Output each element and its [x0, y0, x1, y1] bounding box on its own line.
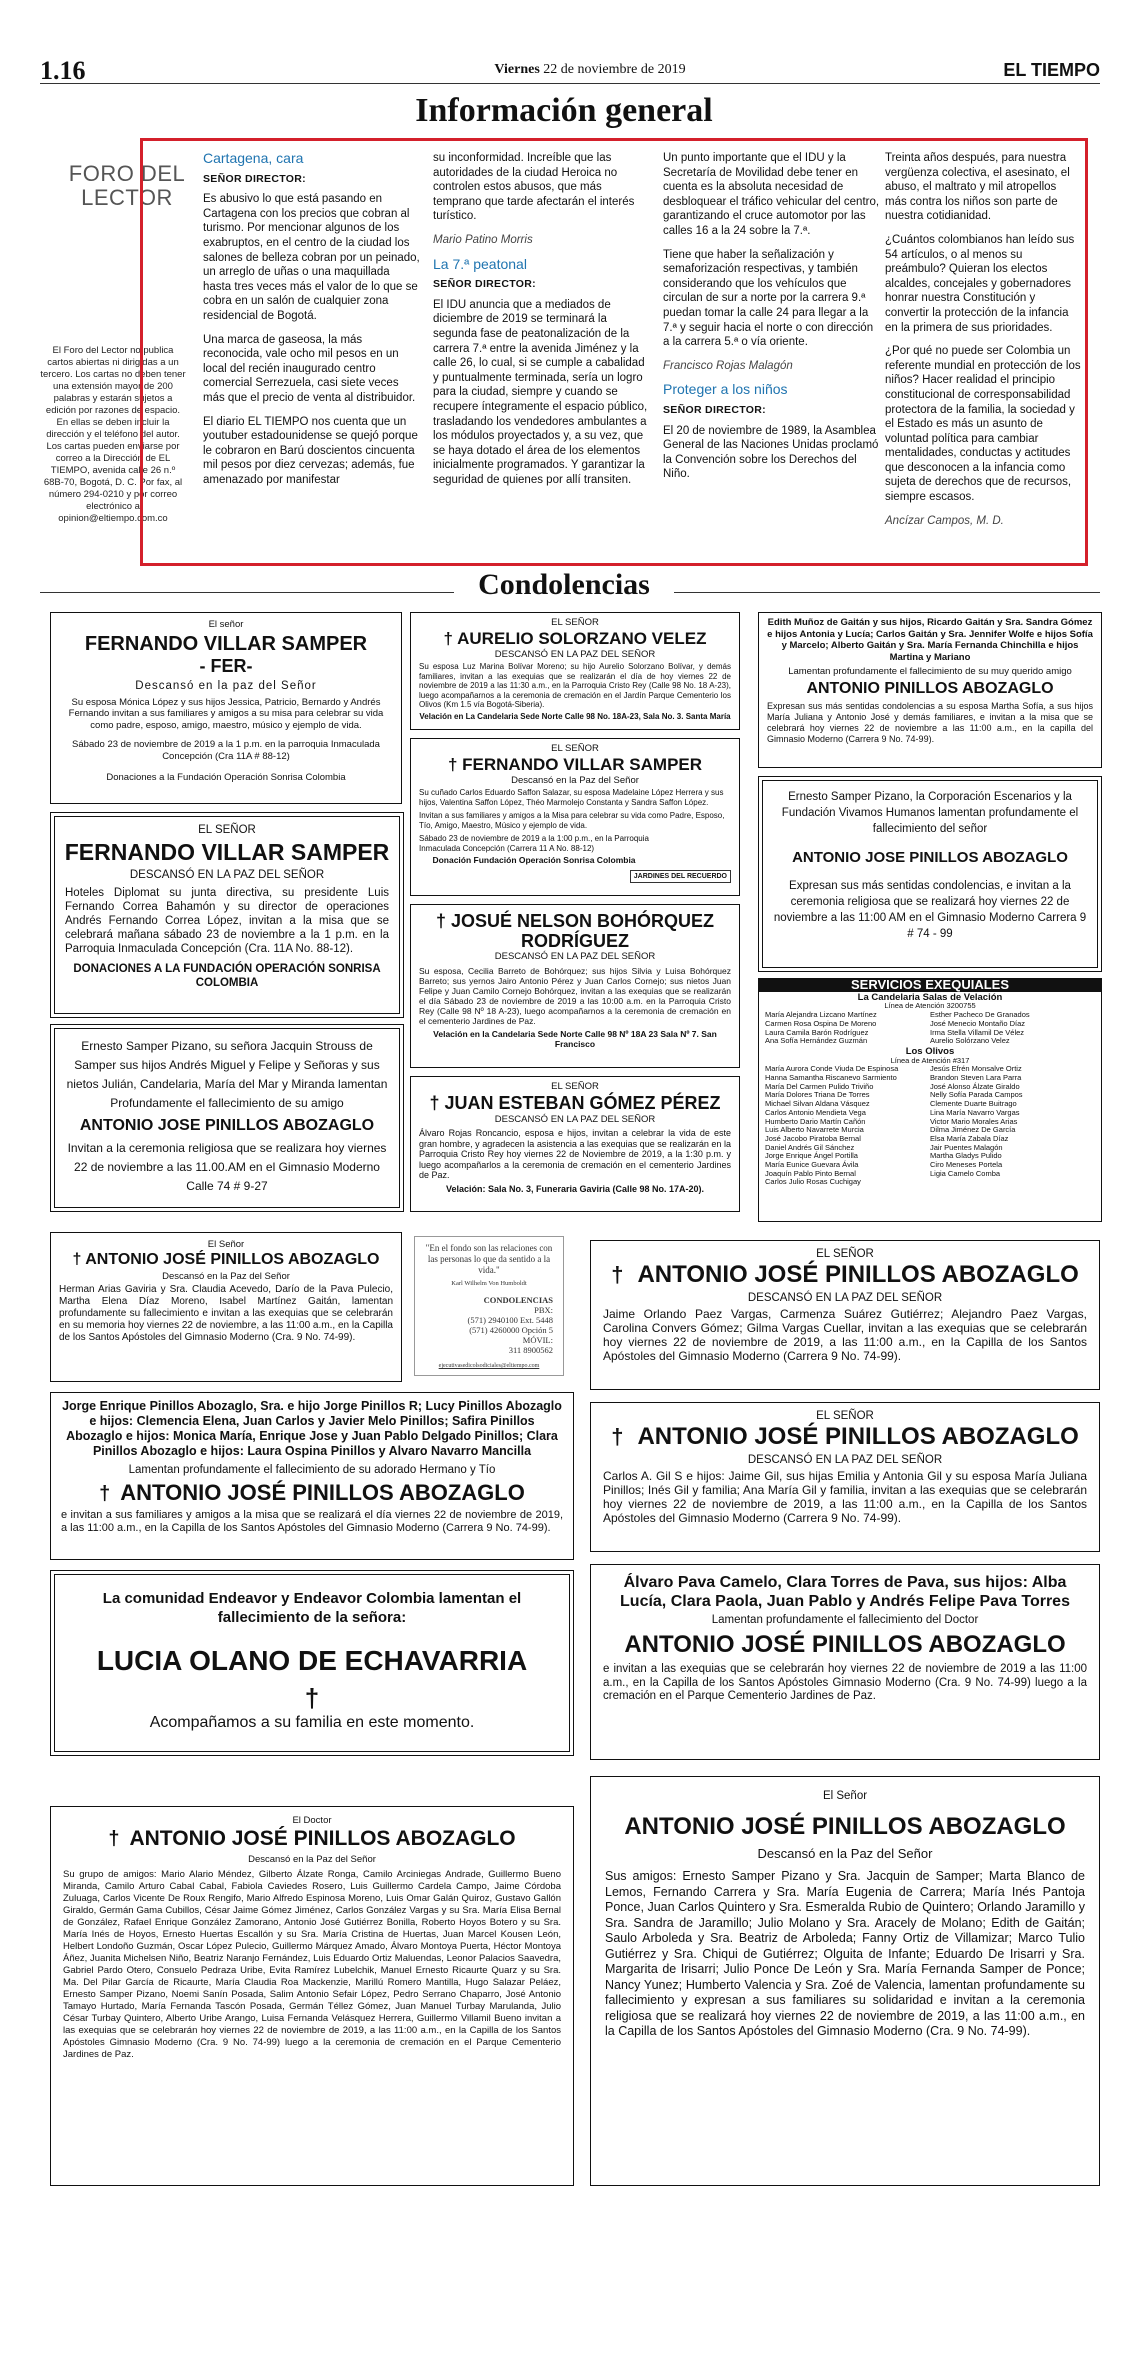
notice-bohorquez [410, 904, 740, 1068]
date-day: Viernes [494, 62, 540, 77]
servicios-name: Ligia Camelo Comba [930, 1168, 1001, 1178]
notice-name: ANTONIO JOSÉ PINILLOS ABOZAGLO [120, 1480, 525, 1505]
servicios-name: Victor Mario Morales Arias [930, 1116, 1018, 1126]
notice-footer: Velación: Sala No. 3, Funeraria Gaviria (Calle 98 No. 17A-20). [445, 1183, 705, 1194]
notice-solorzano [410, 612, 740, 730]
letter-signature: Ancízar Campos, M. D. [885, 514, 1004, 527]
notice-name: ANTONIO JOSÉ PINILLOS ABOZAGLO [129, 1826, 516, 1850]
ad-email[interactable]: ejecutivasedicolsodiciales@eltiempo.com [438, 1363, 540, 1369]
letter-column-2 [433, 151, 651, 496]
notice-top: El Señor [207, 1239, 245, 1250]
servicios-name: Daniel Andrés Gil Sánchez [765, 1142, 855, 1152]
notice-donate: Donaciones a la Fundación Operación Sonrisa Colombia [106, 772, 346, 783]
notice-body: Hoteles Diplomat su junta directiva, su presidente Luis Fernando Correa Bahamón y su director de operaciones Andrés Fernando Correa López, invitan a la misa que se celebrará mañana sábado 23 de noviembre a la 1 p.m. en la Parroquia Inmaculada Concepción (Cra. 11A No. 88-12). [65, 887, 389, 955]
notice-body: Expresan sus más sentidas condolencias a su esposa Martha Sofía, a sus hijos María Juliana y Antonio José y demás familiares, e invitan a la misa que se celebrará hoy viernes 22 de noviembre a las 11:00 a.m., en la capilla del Gimnasio Moderno (Carrera 9 No. 74-99). [767, 701, 1093, 744]
notice-endeavor [54, 1574, 570, 1752]
servicios-right-1 [930, 1011, 1095, 1046]
notice-top: EL SEÑOR [551, 743, 599, 754]
condolencias-ad [414, 1236, 564, 1376]
notice-body: Su esposa, Cecilia Barreto de Bohórquez; sus hijos Silvia y Luisa Bohórquez Barreto; sus yernos Jairo Antonio Pérez y Juan Carlos Cornejo; sus nietos Juan Felipe y Juan Camilo Cornejo Bohórquez, invitan a las exequias que se realizarán el día Sábado 23 de noviembre de 2019 a las 10:00 a.m. en la Parroquia Cristo Rey (Calle 98 Nº 18 A-23), luego acompañarnos a la ceremonia de cremación en el cementerio Jardines de Paz. [419, 965, 731, 1026]
notice-body: e invitan a las exequias que se celebrarán hoy viernes 22 de noviembre de 2019 a las 11:00 a.m., en la Capilla de los Santos Apóstoles Gimnasio Moderno (Cra. 9 No. 74-99) luego a la cremación en el Parque Cementerio Jardines de Paz. [603, 1663, 1087, 1702]
servicios-sub-2: Los Olivos [905, 1045, 955, 1057]
notice-samper-escenarios [762, 780, 1098, 968]
notice-name: ANTONIO JOSÉ PINILLOS ABOZAGLO [637, 1261, 1079, 1288]
servicios-name: Ciro Meneses Portela [930, 1160, 1003, 1170]
letter-kicker: Proteger a los niños [663, 381, 788, 398]
letter-paragraph: Tiene que haber la señalización y semaforización respectivas, y también considerando que los vehículos que circulan de sur a norte por la carrera 9.ª puedan tomar la calle 24 para llegar a la 7.ª y seguir hacia el norte o con dirección a la carrera 5.ª o vía oriente. [663, 248, 874, 349]
notice-pava [590, 1564, 1100, 1760]
page-number: 1.16 [40, 56, 86, 85]
notice-top: EL SEÑOR [816, 1248, 874, 1260]
notice-subtitle: Descansó en la Paz del Señor [162, 1270, 290, 1282]
letter-paragraph: Treinta años después, para nuestra vergüenza colectiva, el asesinato, el abuso, el maltrato y mil atropellos más contra los niños son parte de nuestra cotidianidad. [885, 152, 1070, 223]
ad-author: Karl Wilhelm Von Humboldt [451, 1280, 527, 1287]
page-header [40, 52, 1100, 84]
notice-top: EL SEÑOR [551, 1081, 599, 1092]
notice-name: AURELIO SOLORZANO VELEZ [457, 628, 707, 648]
servicios-name: Esther Pacheco De Granados [930, 1010, 1030, 1020]
servicios-name: Humberto Dario Martín Cañón [765, 1116, 866, 1126]
letter-paragraph: ¿Cuántos colombianos han leído sus 54 artículos, o al menos su preámbulo? Quieran los electos alcaldes, concejales y gobernadores honrar nuestra Constitución y convertir la protección de la infancia en la primera de sus prioridades. [885, 233, 1075, 334]
notice-header: Jorge Enrique Pinillos Abozaglo, Sra. e hijo Jorge Pinillos R; Lucy Pinillos Abozaglo e hijos: Clemencia Elena, Juan Carlos y Javier Melo Pinillos; Safira Pinillos Abozaglo e hijos: Monica María, Enrique Jose y Juan Pablo Delgado Pinillos; Clara Pinillos Abozaglo e hijos: Laura Ospina Pinillos y Alvaro Navarro Mancilla [62, 1399, 562, 1458]
notice-header: Edith Muñoz de Gaitán y sus hijos, Ricardo Gaitán y Sra. Sandra Gómez e hijos Antonia y Lucía; Carlos Gaitán y Sra. Jennifer Wolfe e hijos Sofía y Marcelo; Alberto Gaitán y Sra. María Fernanda Chinchilla e hijos Martina y Mariano [767, 617, 1093, 663]
servicios-name: Brandon Steven Lara Parra [930, 1073, 1022, 1083]
servicios-sub-1: La Candelaria Salas de Velación [857, 991, 1003, 1003]
foro-info: El Foro del Lector no publica cartos abiertas ni dirigidas a un tercero. Los cartas no deben tener una extensión mayor de 200 palabras y estarán sujetos a edición por razones de espacio. En ellas se deben incluir la dirección y el teléfono del autor. Los cartas pueden enviarse por correo a la Dirección de EL TIEMPO, avenida calle 26 n.º 68B-70, Bogotá, D. C. Por fax, al número 294-0210 y por correo electrónico a opinion@eltiempo.com.co [40, 345, 186, 524]
notice-gil [590, 1402, 1100, 1552]
servicios-name: Dilma Jiménez De García [930, 1125, 1016, 1135]
notice-villar-3 [410, 738, 740, 896]
notice-donate: Donación Fundación Operación Sonrisa Colombia [432, 855, 636, 865]
servicios-name: Jesús Efrén Monsalve Ortiz [930, 1064, 1022, 1074]
notice-top: EL SEÑOR [551, 617, 599, 628]
notice-header: Ernesto Samper Pizano, la Corporación Escenarios y la Fundación Vivamos Humanos lamentan profundamente el fallecimiento del señor [781, 791, 1079, 835]
notice-name: ANTONIO JOSE PINILLOS ABOZAGLO [792, 849, 1068, 866]
servicios-name: José Alonso Álzate Giraldo [930, 1081, 1020, 1091]
cross-icon: † [443, 628, 454, 648]
ad-title: CONDOLENCIAS [483, 1295, 553, 1305]
notice-body: Álvaro Rojas Roncancio, esposa e hijos, invitan a celebrar la vida de este gran hombre, y agradecen la asistencia a las exequias que se realizarán en la Parroquia Cristo Rey hoy viernes 22 de Noviembre de 2019, a la 1:30 p.m. y luego acompañarlos a la ceremonia de cremación en el cementerio Jardines de Paz. [419, 1128, 731, 1180]
servicios-name: José Menecio Montaño Díaz [930, 1018, 1026, 1028]
notice-body: Herman Arias Gaviria y Sra. Claudia Acevedo, Darío de la Pava Pulecio, Martha Elena Díaz Moreno, Isabel Martínez Gaitán, lamentan profundamente su fallecimiento e invitan a las exequias que se celebrarán en su memoria hoy viernes 22 de noviembre, a las 11:00 a.m., en la Capilla de los Santos Apóstoles del Gimnasio Moderno (Cra. 9 No. 74-99). [59, 1284, 393, 1343]
servicios-name: María Dolores Triana De Torres [765, 1090, 870, 1100]
date-text: 22 de noviembre de 2019 [543, 62, 686, 77]
cross-icon: † [108, 1827, 120, 1850]
notice-name: JUAN ESTEBAN GÓMEZ PÉREZ [444, 1092, 721, 1113]
servicios-exequiales [758, 978, 1102, 1222]
foro-title: FORO DEL LECTOR [68, 161, 186, 210]
notice-top: El señor [208, 619, 244, 630]
notice-top: EL SEÑOR [816, 1410, 874, 1422]
cross-icon: † [435, 911, 446, 931]
servicios-name: Luis Alberto Navarrete Murcia [765, 1125, 864, 1135]
notice-samper-pinillos [54, 1028, 400, 1208]
notice-gaitan [758, 612, 1102, 768]
servicios-line-1: Línea de Atención 3200755 [884, 1001, 976, 1011]
notice-name: ANTONIO JOSE PINILLOS ABOZAGLO [79, 1117, 375, 1134]
servicios-name: Laura Camila Barón Rodríguez [765, 1027, 869, 1037]
notice-body: Su grupo de amigos: Mario Alario Méndez, Gilberto Álzate Ronga, Camilo Arciniegas Andrade, Guillermo Bueno Miranda, Camilo Arturo Cabal Cabal, Fabiola Caviedes Rosero, Luis Guillermo Cardela Campo, Jaime Córdoba Zuluaga, Carlos Vicente De Roux Rengifo, Mario Alfredo Espinosa Moreno, Luis Omar Galán Quiroz, Gustavo Gallón Giraldo, Germán Gama Cubillos, César Jaime Gómez Jiménez, Carlos González Vargas y su Sra. María Elisa Bernal de González, Rafael Enrique González Zamorano, Antonio José Gutiérrez Bonilla, Roberto Hoyos Botero y su Sra. María Inés de Hoyos, Ernesto Huertas Escallón y su Sra. María Cristina de Huertas, Juan Marcel Kousen León, Helbert Londoño Guzmán, Oscar López Pulecio, Guillermo Márquez Amado, Álvaro Montoya Puerta, Héctor Montoya Áñez, Juanita Michelsen Niño, Beatriz Naranjo Fernández, Luis Eduardo Ortiz Maluendas, Leonor Palacios Saavedra, Gabriel Pardo Otero, Consuelo Pedraza Uribe, Evita Ramírez Lubelchik, Manuel Ernesto Ricaurte Quarz y su Sra. Ma. Del Pilar García de Ricaurte, María Claudia Roa Mackenzie, Marillú Romero Mantilla, Hugo Salazar Peláez, Ernesto Samper Pizano, Noemi Sanín Posada, Salim Antonio Sefair López, Pedro Serrano Chaparro, José Antonio Tamayo Hurtado, María Fernanda Tascón Posada, Germán Téllez Gómez, Juan Manuel Turbay Marulanda, Julio César Turbay Quintero, Alberto Uribe Arango, Luisa Fernanda Velásquez Herrera, Guillermo Villamil Bueno invitan a las exequias que se celebrarán hoy viernes 22 de noviembre de 2019, a las 11:00 a.m., en la Capilla de los Santos Apóstoles Gimnasio Moderno (Cra. 9 No. 74-99) luego a la ceremonia de cremación en el Parque Cementerio Jardines de Paz. [63, 1869, 561, 2060]
servicios-name: Joaquín Pablo Pinto Bernal [765, 1168, 856, 1178]
servicios-name: María Aurora Conde Viuda De Espinosa [765, 1064, 899, 1074]
cross-icon: † [447, 754, 458, 774]
notice-paez [590, 1240, 1100, 1390]
cross-icon: † [304, 1683, 320, 1713]
servicios-name: Elsa María Zabala Díaz [930, 1133, 1009, 1143]
brand-name: EL TIEMPO [1003, 60, 1100, 80]
notice-subtitle: Descansó en la Paz del Señor [248, 1853, 376, 1865]
letter-label: SEÑOR DIRECTOR: [433, 278, 536, 291]
cross-icon: † [611, 1262, 624, 1287]
servicios-right-2 [930, 1065, 1095, 1187]
cross-icon: † [99, 1483, 111, 1505]
cross-icon: † [72, 1250, 82, 1268]
letter-paragraph: su inconformidad. Increíble que las autoridades de la ciudad Heroica no controlen estos abusos, que más temprano que tarde afectarán el interés turístico. [433, 152, 635, 223]
notice-villar-1 [50, 612, 402, 804]
notice-name: FERNANDO VILLAR SAMPER [462, 754, 703, 774]
notice-amigos-samper [590, 1776, 1100, 2186]
jardines-logo: JARDINES DEL RECUERDO [630, 870, 731, 883]
letter-label: SEÑOR DIRECTOR: [203, 172, 306, 185]
notice-lament: Lamentan profundamente el fallecimiento de su adorado Hermano y Tío [128, 1464, 496, 1476]
servicios-name: Carlos Julio Rosas Cuchigay [765, 1177, 861, 1187]
letter-paragraph: ¿Por qué no puede ser Colombia un referente mundial en protección de los niños? Hacer realidad el principio constitucional de corresponsabilidad protectora de la familia, la sociedad y el Estado es más un asunto de voluntad política para cambiar mentalidades, conductas y actitudes que desconocen a la infancia como sujeta de derechos que de recursos, siempre escasos. [885, 345, 1081, 504]
notice-header: La comunidad Endeavor y Endeavor Colombia lamentan el fallecimiento de la señora: [102, 1590, 522, 1626]
notice-body: Carlos A. Gil S e hijos: Jaime Gil, sus hijas Emilia y Antonia Gil y su esposa María Juliana Pinillos; Inés Gil y familia; Ana María Gil y familia, invitan a las exequias que se celebrarán hoy viernes 22 de noviembre de 2019, a las 11:00 a.m., en la Capilla de los Santos Apóstoles del Gimnasio Moderno (Carrera 9 No. 74-99). [603, 1469, 1087, 1525]
notice-lament: Lamentan profundamente el fallecimiento del Doctor [711, 1614, 979, 1626]
servicios-line-2: Línea de Atención #317 [890, 1055, 970, 1065]
letter-paragraph: El IDU anuncia que a mediados de diciembre de 2019 se terminará la segunda fase de peatonalización de la carrera 7.ª entre la avenida Jiménez y la calle 26, lo cual, si se cumple a cabalidad y puntualmente terminada, sería un logro para la ciudad, siempre y cuando se recupere íntegramente el espacio público, trasladando los vendedores ambulantes a los módulos proyectados y, a su vez, que se haya dotado el área de los elementos inicialmente programados. Y garantizar la seguridad de quienes por allí transiten. [433, 298, 648, 486]
notice-name: ANTONIO JOSÉ PINILLOS ABOZAGLO [637, 1423, 1079, 1450]
notice-name: ANTONIO JOSÉ PINILLOS ABOZAGLO [624, 1813, 1066, 1840]
notice-footer: Velación en la Candelaria Sede Norte Calle 98 Nº 18A 23 Sala Nº 7. San Francisco [433, 1028, 717, 1049]
servicios-left-2 [765, 1065, 930, 1187]
ad-line: (571) 4260000 Opción 5 [469, 1325, 553, 1335]
notice-subtitle: Descansó en la Paz del Señor [511, 774, 639, 786]
letter-kicker: Cartagena, cara [203, 150, 304, 166]
ad-line: 311 8900562 [508, 1345, 553, 1355]
notice-subtitle: DESCANSÓ EN LA PAZ DEL SEÑOR [747, 1454, 943, 1466]
servicios-name: María Alejandra Lizcano Martínez [765, 1010, 877, 1020]
notice-hermanos [50, 1392, 574, 1560]
notice-mass: Sábado 23 de noviembre de 2019 a la 1:00 p.m., en la Parroquia Inmaculada Concepción (Carrera 11 A No. 88-12) [419, 834, 649, 853]
notice-subtitle: DESCANSÓ EN LA PAZ DEL SEÑOR [494, 1113, 656, 1125]
notice-name: FERNANDO VILLAR SAMPER [64, 839, 390, 865]
notice-name: ANTONIO JOSÉ PINILLOS ABOZAGLO [624, 1631, 1066, 1658]
cross-icon: † [611, 1424, 624, 1449]
section-title: Información general [415, 92, 713, 129]
letter-column-4 [885, 151, 1081, 537]
notice-mass: Sábado 23 de noviembre de 2019 a la 1 p.m. en la parroquia Inmaculada Concepción (Cra 11A # 88-12) [72, 739, 380, 762]
servicios-name: Michael Silvan Aldana Vásquez [765, 1099, 870, 1109]
letter-column-1 [203, 151, 421, 496]
notice-body: Expresan sus más sentidas condolencias, e invitan a la ceremonia religiosa que se realizará hoy viernes 22 de noviembre a las 11:00 AM en el Gimnasio Moderno Carrera 9 # 74 - 99 [773, 880, 1087, 940]
letters-highlight-box [140, 138, 1088, 566]
notice-arias [50, 1232, 402, 1382]
letter-paragraph: El diario EL TIEMPO nos cuenta que un youtuber estadounidense se quejó porque le cobraron en Barú doscientos cincuenta mil pesos por diez cervezas; además, fue amenazado por manifestar [203, 415, 418, 486]
page-date [440, 62, 740, 78]
ad-quote: "En el fondo son las relaciones con las personas lo que da sentido a la vida." [425, 1243, 553, 1275]
servicios-name: Martha Gladys Pulido [930, 1151, 1002, 1161]
servicios-name: Aurelio Solórzano Velez [930, 1036, 1010, 1046]
servicios-name: Lina María Navarro Vargas [930, 1107, 1020, 1117]
servicios-name: Jorge Enrique Ángel Portilla [765, 1151, 858, 1161]
notice-lament: Lamentan profundamente el fallecimiento de su muy querido amigo [788, 666, 1072, 677]
servicios-name: Clemente Duarte Buitrago [930, 1099, 1017, 1109]
letter-signature: Francisco Rojas Malagón [663, 359, 793, 372]
notice-body: Su cuñado Carlos Eduardo Saffon Salazar, su esposa Madelaine López Herrera y sus hijos, Valentina Saffon López, Théo Marmolejo Constanta y Sandra Saffon López. [419, 788, 724, 807]
notice-body: Jaime Orlando Paez Vargas, Carmenza Suárez Gutiérrez; Alejandro Paez Vargas, Carolina Convers Gómez; Gilma Vargas Cuellar, invitan a las exequias que se celebrarán hoy viernes 22 de noviembre de 2019, a las 11:00 a.m., en la Capilla de los Santos Apóstoles del Gimnasio Moderno (Carrera 9 No. 74-99). [603, 1307, 1087, 1363]
notice-top: El Señor [822, 1790, 868, 1802]
notice-subtitle: DESCANSÓ EN LA PAZ DEL SEÑOR [494, 951, 656, 962]
letter-paragraph: Un punto importante que el IDU y la Secretaría de Movilidad debe tener en cuenta es la absoluta necesidad de desbloquear el tráfico vehicular del centro, garantizando el cruce automotor por las calles 16 a la 24 sobre la 7.ª. [663, 152, 880, 237]
notice-alias: - FER- [199, 655, 253, 676]
servicios-name: José Jacobo Piratoba Bernal [765, 1133, 861, 1143]
servicios-name: María Del Carmen Pulido Triviño [765, 1081, 874, 1091]
notice-subtitle: DESCANSÓ EN LA PAZ DEL SEÑOR [494, 648, 656, 660]
notice-footer: Velación en La Candelaria Sede Norte Calle 98 No. 18A-23, Sala No. 3. Santa María [419, 711, 731, 721]
letter-signature: Mario Patino Morris [433, 233, 533, 246]
ad-line: PBX: [534, 1305, 553, 1315]
letter-paragraph: El 20 de noviembre de 1989, la Asamblea General de las Naciones Unidas proclamó la Convención sobre los Derechos del Niño. [663, 424, 879, 481]
notice-after: Invitan a la ceremonia religiosa que se realizara hoy viernes 22 de noviembre a las 11.00.AM en el Gimnasio Moderno Calle 74 # 9-27 [67, 1141, 387, 1193]
servicios-name: Ana Sofía Hernández Guzmán [765, 1036, 868, 1046]
notice-name: JOSUÉ NELSON BOHÓRQUEZ RODRÍGUEZ [451, 911, 715, 951]
servicios-name: Carlos Antonio Mendieta Vega [765, 1107, 866, 1117]
notice-body: Su esposa Mónica López y sus hijos Jessica, Patricio, Bernardo y Andrés Fernando invitan a sus familiares y amigos a su misa para celebrar su vida como padre, esposo, amigo, maestro, músico y ejemplo de vida. [68, 696, 384, 731]
letter-kicker: La 7.ª peatonal [433, 255, 527, 272]
servicios-name: Hanna Samantha Riscanevo Sarmiento [765, 1073, 897, 1083]
notice-header: Álvaro Pava Camelo, Clara Torres de Pava, sus hijos: Alba Lucía, Clara Paola, Juan Pablo y Andrés Felipe Pava Torres [620, 1574, 1070, 1610]
letter-column-3 [663, 151, 881, 491]
ad-line: (571) 2940100 Ext. 5448 [467, 1315, 553, 1325]
notice-name: LUCIA OLANO DE ECHAVARRIA [96, 1645, 528, 1676]
notice-body: Su esposa Luz Marina Bolívar Moreno; su hijo Aurelio Solorzano Bolívar, y demás familiares, invitan a las exequias que se realizarán el día de hoy viernes 22 de noviembre de 2019 a las 11:30 a.m., en la Parroquia Cristo Rey (Calle 98 No. 18 A-23), luego acompañarnos a la ceremonia de cremación en el Jardín Parque Cementerio los Olivos (Km 1.5 vía Bogotá-Siberia). [419, 662, 731, 709]
servicios-name: Carmen Rosa Ospina De Moreno [765, 1018, 877, 1028]
condolencias-title: Condolencias [454, 568, 674, 602]
notice-donate: DONACIONES A LA FUNDACIÓN OPERACIÓN SONRISA COLOMBIA [73, 963, 381, 989]
notice-body: Ernesto Samper Pizano, su señora Jacquin Strouss de Samper sus hijos Andrés Miguel y Felipe y Señoras y sus nietos Julián, Candelaria, María del Mar y Miranda lamentan Profundamente el fallecimiento de su amigo [66, 1039, 388, 1110]
notice-body: e invitan a sus familiares y amigos a la misa que se realizará el día viernes 22 de noviembre de 2019, a las 11:00 a.m., en la Capilla de los Santos Apóstoles del Gimnasio Moderno (Carrera 9 No. 74-99). [61, 1509, 563, 1534]
notice-top: El Doctor [292, 1815, 332, 1826]
servicios-left-1 [765, 1011, 930, 1046]
notice-top: EL SEÑOR [198, 824, 256, 836]
notice-body: Sus amigos: Ernesto Samper Pizano y Sra. Jacquin de Samper; Marta Blanco de Lemos, Fernando Carrera y Sra. María Eugenia de Carrera; María Inés Pantoja Ponce, Juan Carlos Quintero y Sra. Esmeralda Rubio de Quintero; Orlando Jaramillo y Sra. Sandra de Jaramillo; Julio Molano y Sra. Aracely de Molano; Edith de Gaitán; Saulo Arboleda y Sra. Beatriz de Arboleda; Fanny Ortiz de Villamizar; Marco Tulio Gutiérrez y Sra. Chiqui de Gutiérrez; Olguita de Infante; Eduardo De Irisarri y Sra. Margarita de Irisarri; Julio Ponce De León y Sra. María Fernanda Samper de Ponce; Nancy Yunez; Humberto Valencia y Sra. Zoé de Valencia, lamentan profundamente su fallecimiento y expresan a sus familiares su solidaridad e invitan a la ceremonia religiosa que se realizará hoy viernes 22 de noviembre de 2019, a las 11:00 a.m., en la Capilla de los Santos Apóstoles del Gimnasio Moderno (Cra. 9 No. 74-99). [605, 1869, 1085, 2038]
notice-villar-2 [54, 816, 400, 1014]
notice-footer: Acompañamos a su familia en este momento. [149, 1714, 475, 1731]
letter-paragraph: Una marca de gaseosa, la más reconocida, vale ocho mil pesos en un local del recién inaugurado centro comercial Serrezuela, casi siete veces más que el precio de venta al distribuidor. [203, 333, 416, 404]
servicios-name: Nelly Sofía Parada Campos [930, 1090, 1023, 1100]
letter-paragraph: Es abusivo lo que está pasando en Cartagena con los precios que cobran al turismo. Por mencionar algunos de los exabruptos, en el centro de la ciudad los salones de belleza cobran por un peinado, un arreglo de uñas o una maquillada hasta tres veces más el valor de lo que se cobra en un salón de cualquier zona residencial de Bogotá. [203, 193, 420, 322]
notice-name: FERNANDO VILLAR SAMPER [84, 632, 368, 655]
letter-label: SEÑOR DIRECTOR: [663, 403, 766, 416]
notice-gomez [410, 1076, 740, 1212]
ad-line: MÓVIL: [522, 1335, 553, 1345]
servicios-name: María Eunice Guevara Ávila [765, 1160, 859, 1170]
notice-subtitle: Descansó en la Paz del Señor [757, 1846, 933, 1861]
cross-icon: † [429, 1092, 440, 1113]
notice-name: ANTONIO JOSÉ PINILLOS ABOZAGLO [85, 1250, 380, 1268]
servicios-name: Irma Stella Villamil De Vélez [930, 1027, 1025, 1037]
servicios-title: SERVICIOS EXEQUIALES [759, 979, 1101, 992]
notice-name: ANTONIO PINILLOS ABOZAGLO [806, 680, 1054, 697]
notice-subtitle: Descansó en la paz del Señor [135, 679, 317, 692]
notice-body-2: Invitan a sus familiares y amigos a la Misa para celebrar su vida como Padre, Esposo, Tío, Amigo, Maestro, Músico y ejemplo de vida. [419, 811, 725, 830]
notice-subtitle: DESCANSÓ EN LA PAZ DEL SEÑOR [129, 869, 325, 881]
notice-subtitle: DESCANSÓ EN LA PAZ DEL SEÑOR [747, 1292, 943, 1304]
servicios-name: Jair Puentes Malagón [930, 1142, 1003, 1152]
notice-amigos-grupo [50, 1806, 574, 2186]
